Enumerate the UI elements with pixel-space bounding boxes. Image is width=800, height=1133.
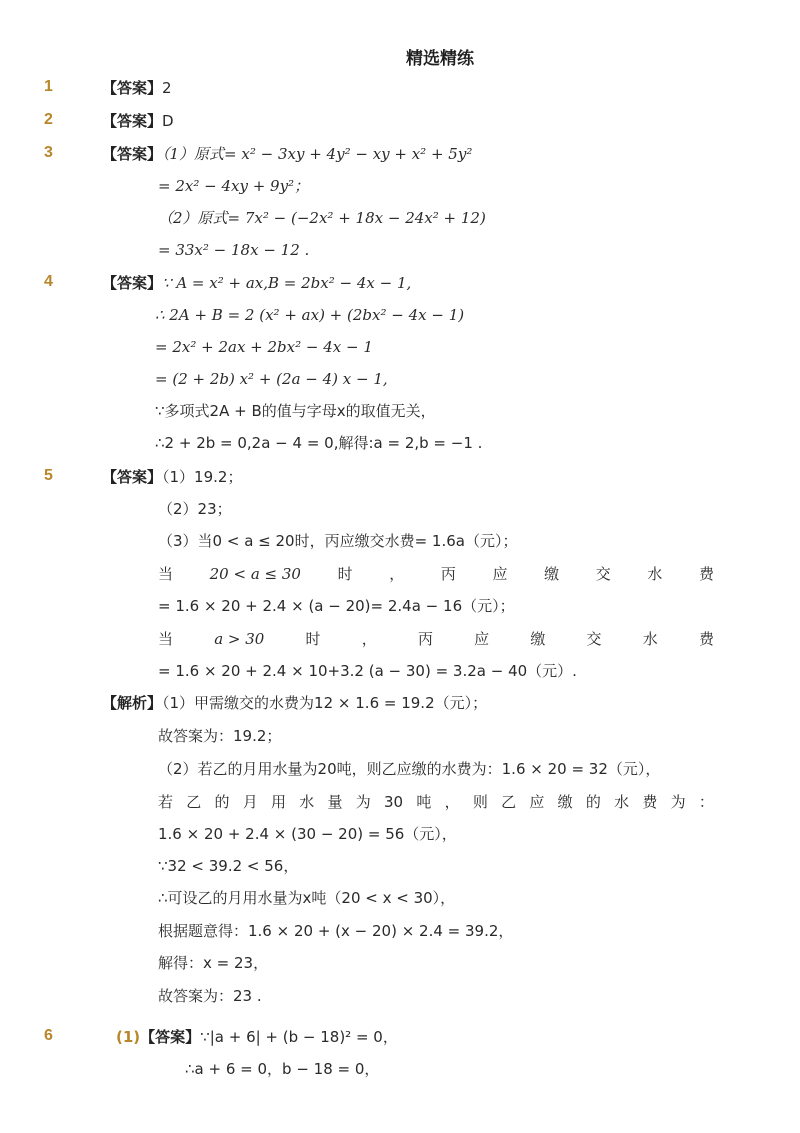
answer-line bbox=[102, 110, 174, 132]
math-line: ∵|a + 6| + (b − 18)² = 0， bbox=[200, 1028, 398, 1046]
justified-line bbox=[158, 791, 714, 813]
word: 交 bbox=[586, 630, 602, 648]
word: 交 bbox=[595, 565, 611, 583]
math-line: = 1.6 × 20 + 2.4 × (a − 20)= 2.4a − 16（元）； bbox=[158, 597, 515, 615]
word: 应 bbox=[529, 793, 545, 811]
word: 的 bbox=[214, 793, 230, 811]
word: 时 bbox=[305, 630, 321, 648]
analysis-text: 根据题意得：1.6 × 20 + (x − 20) × 2.4 = 39.2， bbox=[158, 922, 514, 940]
word: 丙 bbox=[417, 630, 433, 648]
word: 用 bbox=[271, 793, 287, 811]
question-number: 5 bbox=[44, 467, 53, 484]
word: 为 bbox=[670, 793, 686, 811]
math-line: = 33x² − 18x − 12 . bbox=[158, 241, 310, 259]
answer-line bbox=[102, 77, 172, 99]
analysis-text: （2）若乙的月用水量为20吨，则乙应缴的水费为：1.6 × 20 = 32（元）， bbox=[158, 760, 661, 778]
word: 乙 bbox=[501, 793, 517, 811]
answer-tag: 【答案】 bbox=[140, 1028, 201, 1046]
word: 应 bbox=[492, 565, 508, 583]
analysis-text: 1.6 × 20 + 2.4 × (30 − 20) = 56（元）， bbox=[158, 825, 457, 843]
analysis-text: ∴可设乙的月用水量为x吨（20 < x < 30）， bbox=[158, 889, 456, 907]
answer-line bbox=[116, 1026, 398, 1048]
word: ， bbox=[361, 630, 377, 648]
word: ， bbox=[389, 565, 405, 583]
word: 时 bbox=[337, 565, 353, 583]
answer-text: D bbox=[162, 112, 174, 130]
math-line: ∴2 + 2b = 0,2a − 4 = 0,解得:a = 2,b = −1 . bbox=[155, 434, 483, 452]
math-line: ∴ 2A + B = 2 (x² + ax) + (2bx² − 4x − 1) bbox=[155, 306, 465, 324]
word: 水 bbox=[642, 630, 658, 648]
answer-line bbox=[102, 143, 472, 165]
answer-text: 2 bbox=[162, 79, 172, 97]
answer-tag: 【答案】 bbox=[102, 145, 163, 163]
word: a > 30 bbox=[214, 630, 265, 648]
word: 乙 bbox=[186, 793, 202, 811]
sub-question-number: (1) bbox=[116, 1028, 141, 1046]
analysis-text: 故答案为：19.2； bbox=[158, 727, 282, 745]
answer-tag: 【答案】 bbox=[102, 274, 163, 292]
analysis-text: （1）甲需缴交的水费为12 × 1.6 = 19.2（元）； bbox=[162, 694, 488, 712]
word: 费 bbox=[642, 793, 658, 811]
justified-line bbox=[158, 563, 714, 585]
word: 的 bbox=[585, 793, 601, 811]
word: 丙 bbox=[440, 565, 456, 583]
answer-tag: 【答案】 bbox=[102, 468, 163, 486]
question-number: 3 bbox=[44, 144, 53, 161]
question-number: 2 bbox=[44, 111, 53, 128]
question-number: 4 bbox=[44, 273, 53, 290]
answer-tag: 【答案】 bbox=[102, 112, 163, 130]
math-line: = (2 + 2b) x² + (2a − 4) x − 1, bbox=[155, 370, 388, 388]
word: ： bbox=[698, 793, 714, 811]
word: 若 bbox=[158, 793, 174, 811]
math-line: （2）原式= 7x² − (−2x² + 18x − 24x² + 12) bbox=[158, 209, 486, 227]
word: 缴 bbox=[544, 565, 560, 583]
word: 则 bbox=[472, 793, 488, 811]
question-number: 1 bbox=[44, 78, 53, 95]
word: 30 bbox=[384, 793, 404, 811]
answer-text: （1）19.2； bbox=[162, 468, 243, 486]
answer-line bbox=[102, 466, 242, 488]
word: 20 < a ≤ 30 bbox=[209, 565, 301, 583]
word: 水 bbox=[614, 793, 630, 811]
analysis-text: 解得：x = 23， bbox=[158, 954, 269, 972]
analysis-text: 故答案为：23 . bbox=[158, 987, 262, 1005]
word: 当 bbox=[158, 630, 174, 648]
word: 月 bbox=[242, 793, 258, 811]
math-line: ∵多项式2A + B的值与字母x的取值无关， bbox=[155, 402, 436, 420]
word: 当 bbox=[158, 565, 174, 583]
word: 水 bbox=[647, 565, 663, 583]
answer-text: （3）当0 < a ≤ 20时，丙应缴交水费= 1.6a（元）； bbox=[158, 532, 518, 550]
word: 费 bbox=[698, 630, 714, 648]
page-title: 精选精练 bbox=[406, 49, 474, 69]
analysis-tag: 【解析】 bbox=[102, 694, 163, 712]
justified-line bbox=[158, 628, 714, 650]
analysis-line bbox=[102, 692, 487, 714]
math-line: ∴a + 6 = 0，b − 18 = 0， bbox=[185, 1060, 380, 1078]
word: 为 bbox=[355, 793, 371, 811]
answer-tag: 【答案】 bbox=[102, 79, 163, 97]
answer-line bbox=[102, 272, 411, 294]
math-line: （1）原式= x² − 3xy + 4y² − xy + x² + 5y² bbox=[162, 145, 473, 163]
math-line: = 2x² − 4xy + 9y²； bbox=[158, 177, 310, 195]
math-line: = 1.6 × 20 + 2.4 × 10+3.2 (a − 30) = 3.2a − 40（元）. bbox=[158, 662, 577, 680]
question-number: 6 bbox=[44, 1027, 53, 1044]
word: 吨 bbox=[416, 793, 432, 811]
word: 应 bbox=[474, 630, 490, 648]
word: 费 bbox=[698, 565, 714, 583]
math-line: ∵ A = x² + ax,B = 2bx² − 4x − 1, bbox=[162, 274, 412, 292]
word: 缴 bbox=[557, 793, 573, 811]
word: 水 bbox=[299, 793, 315, 811]
analysis-text: ∵32 < 39.2 < 56， bbox=[158, 857, 299, 875]
word: ， bbox=[444, 793, 460, 811]
word: 缴 bbox=[530, 630, 546, 648]
word: 量 bbox=[327, 793, 343, 811]
math-line: = 2x² + 2ax + 2bx² − 4x − 1 bbox=[155, 338, 373, 356]
answer-text: （2）23； bbox=[158, 500, 232, 518]
